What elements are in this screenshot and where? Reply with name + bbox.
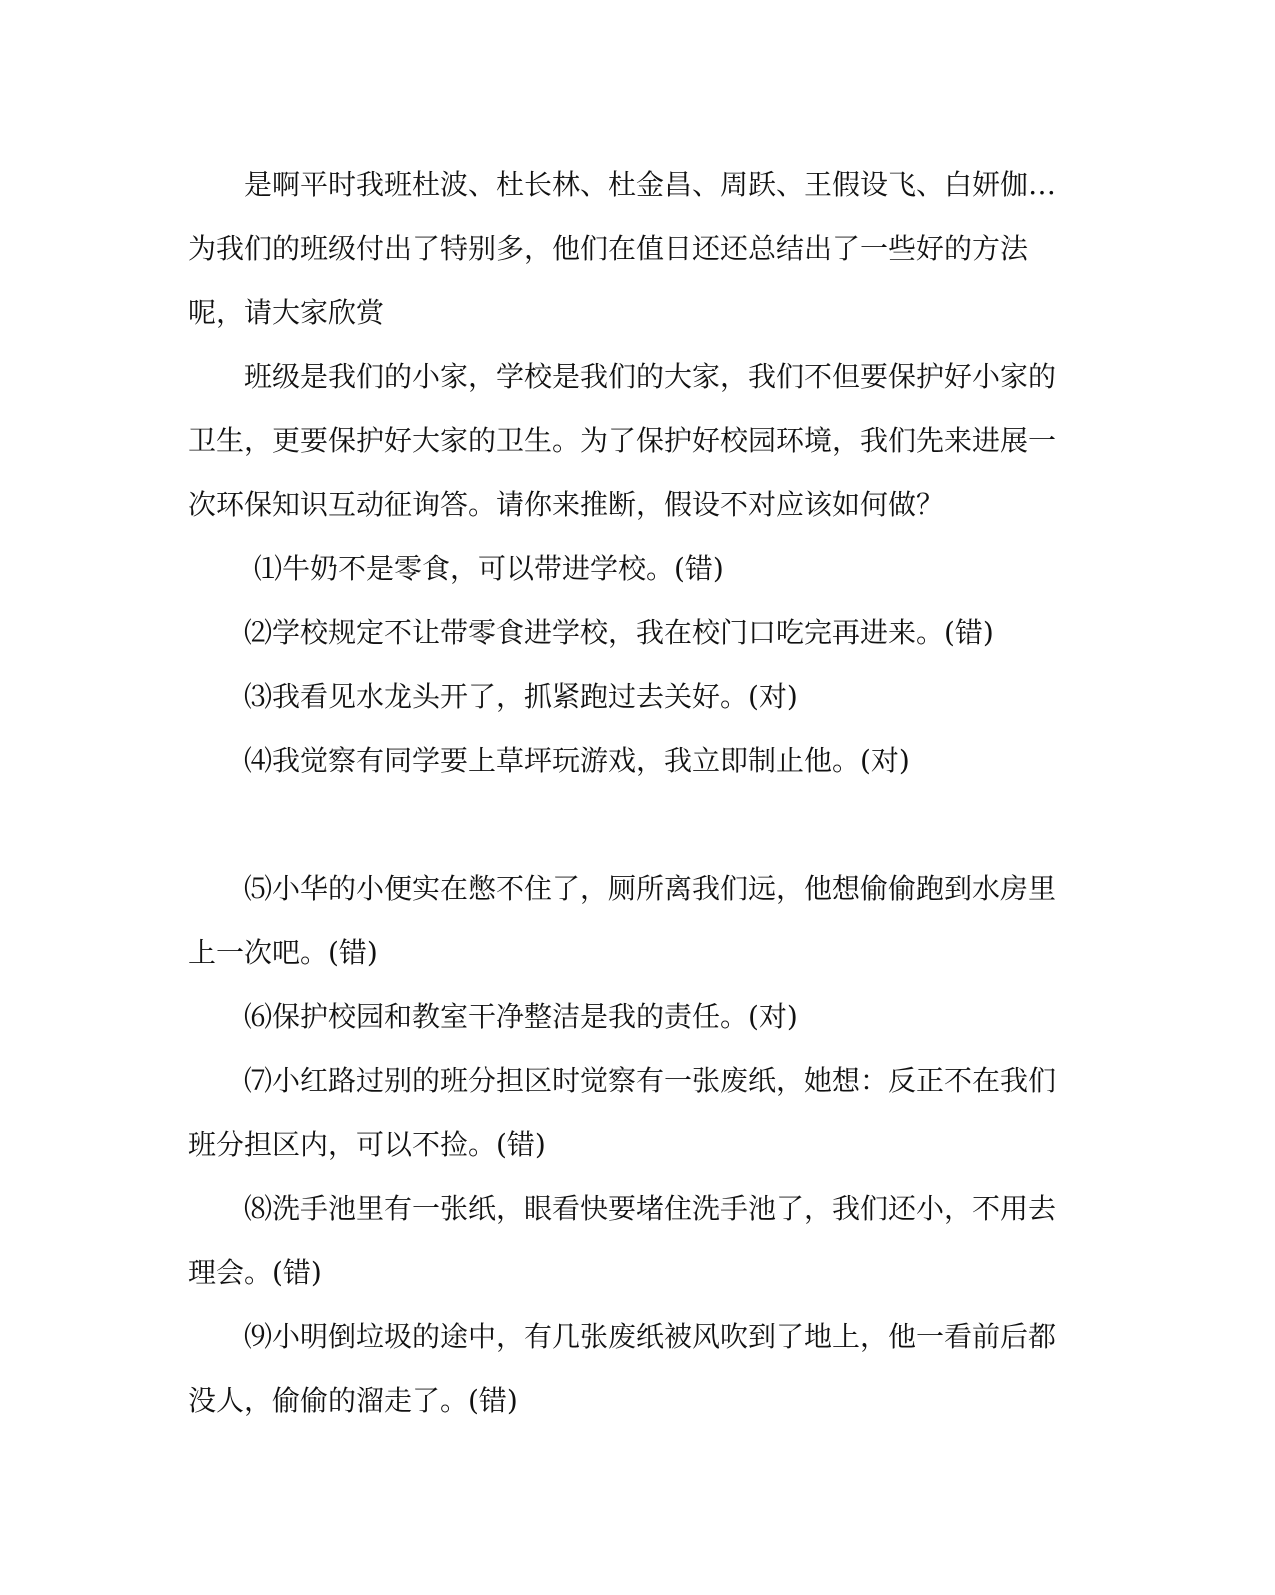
quiz-item-6: ⑹保护校园和教室干净整洁是我的责任。(对)	[244, 1000, 798, 1033]
quiz-item-4: ⑷我觉察有同学要上草坪玩游戏，我立即制止他。(对)	[244, 744, 910, 777]
quiz-item-3: ⑶我看见水龙头开了，抓紧跑过去关好。(对)	[244, 680, 798, 713]
quiz-item-2: ⑵学校规定不让带零食进学校，我在校门口吃完再进来。(错)	[244, 616, 994, 649]
quiz-item-7: ⑺小红路过别的班分担区时觉察有一张废纸，她想：反正不在我们班分担区内，可以不捡。(错)	[188, 1064, 1057, 1161]
quiz-item-8: ⑻洗手池里有一张纸，眼看快要堵住洗手池了，我们还小，不用去理会。(错)	[188, 1192, 1057, 1289]
paragraph-class-thanks: 是啊平时我班杜波、杜长林、杜金昌、周跃、王假设飞、白妍伽…为我们的班级付出了特别多，他们在值日还还总结出了一些好的方法呢，请大家欣赏	[188, 168, 1057, 329]
quiz-item-9: ⑼小明倒垃圾的途中，有几张废纸被风吹到了地上，他一看前后都没人，偷偷的溜走了。(错)	[188, 1320, 1057, 1417]
paragraph-gap	[188, 793, 1068, 857]
quiz-item-1: ⑴牛奶不是零食，可以带进学校。(错)	[254, 552, 724, 585]
quiz-item-5: ⑸小华的小便实在憋不住了，厕所离我们远，他想偷偷跑到水房里上一次吧。(错)	[188, 872, 1057, 969]
paragraph-environment-intro: 班级是我们的小家，学校是我们的大家，我们不但要保护好小家的卫生，更要保护好大家的卫生。为了保护好校园环境，我们先来进展一次环保知识互动征询答。请你来推断，假设不对应该如何做？	[188, 360, 1057, 521]
document-body	[188, 153, 1068, 1433]
